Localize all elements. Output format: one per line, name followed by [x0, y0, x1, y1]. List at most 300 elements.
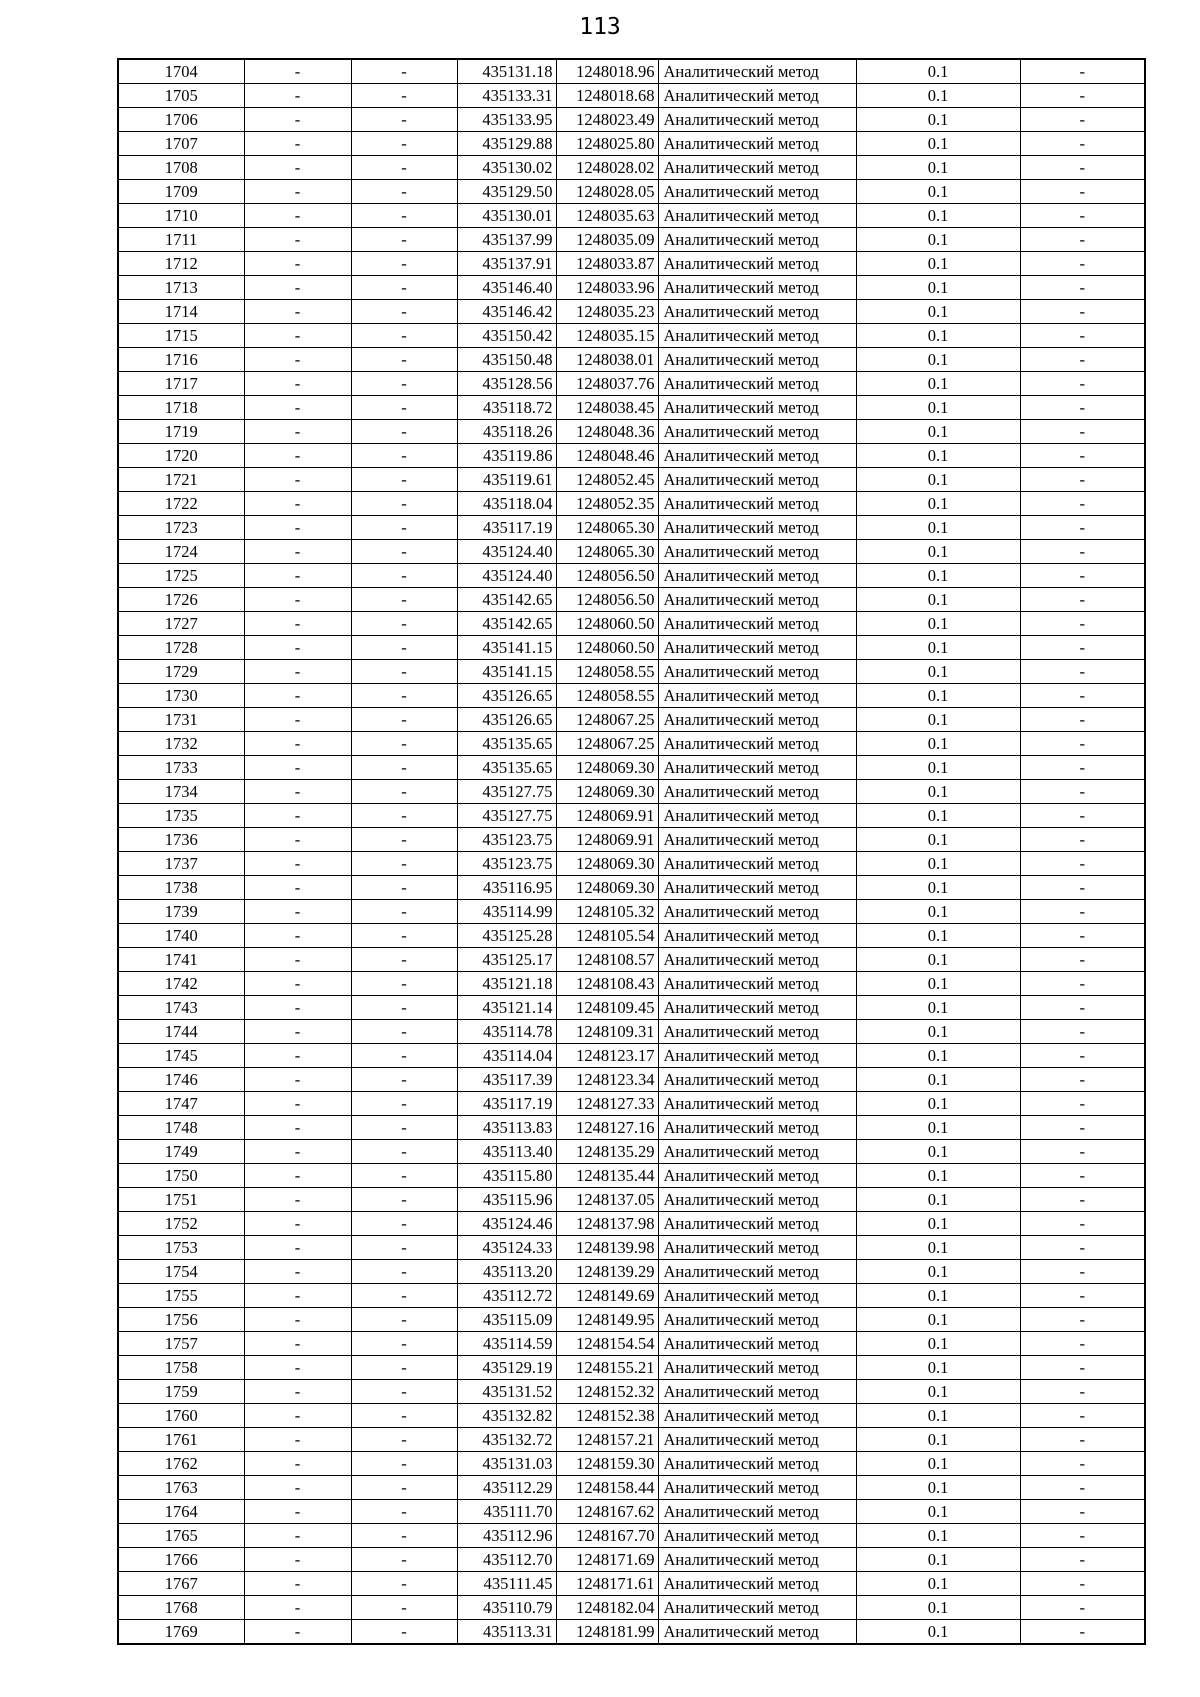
empty-cell: - [244, 1476, 351, 1500]
table-row [118, 972, 1145, 996]
empty-cell: - [244, 276, 351, 300]
point-number-cell: 1722 [118, 492, 244, 516]
x-coordinate-cell: 435112.29 [457, 1476, 556, 1500]
y-coordinate-cell: 1248069.30 [556, 876, 658, 900]
table-row [118, 804, 1145, 828]
empty-cell: - [244, 84, 351, 108]
method-cell: Аналитический метод [658, 1428, 856, 1452]
accuracy-cell: 0.1 [856, 228, 1020, 252]
coordinates-table [117, 58, 1146, 1645]
y-coordinate-cell: 1248181.99 [556, 1620, 658, 1645]
method-cell: Аналитический метод [658, 684, 856, 708]
x-coordinate-cell: 435123.75 [457, 828, 556, 852]
empty-cell: - [244, 564, 351, 588]
empty-cell: - [1020, 492, 1145, 516]
empty-cell: - [1020, 1428, 1145, 1452]
method-cell: Аналитический метод [658, 420, 856, 444]
x-coordinate-cell: 435135.65 [457, 732, 556, 756]
accuracy-cell: 0.1 [856, 132, 1020, 156]
method-cell: Аналитический метод [658, 1620, 856, 1645]
empty-cell: - [244, 59, 351, 84]
x-coordinate-cell: 435124.40 [457, 540, 556, 564]
accuracy-cell: 0.1 [856, 1380, 1020, 1404]
empty-cell: - [351, 636, 457, 660]
empty-cell: - [351, 1428, 457, 1452]
table-row [118, 1164, 1145, 1188]
method-cell: Аналитический метод [658, 108, 856, 132]
point-number-cell: 1732 [118, 732, 244, 756]
x-coordinate-cell: 435129.50 [457, 180, 556, 204]
accuracy-cell: 0.1 [856, 1356, 1020, 1380]
method-cell: Аналитический метод [658, 828, 856, 852]
empty-cell: - [351, 1044, 457, 1068]
accuracy-cell: 0.1 [856, 1092, 1020, 1116]
empty-cell: - [1020, 708, 1145, 732]
y-coordinate-cell: 1248056.50 [556, 564, 658, 588]
y-coordinate-cell: 1248035.15 [556, 324, 658, 348]
empty-cell: - [351, 1524, 457, 1548]
empty-cell: - [244, 252, 351, 276]
method-cell: Аналитический метод [658, 1068, 856, 1092]
y-coordinate-cell: 1248108.57 [556, 948, 658, 972]
empty-cell: - [244, 1212, 351, 1236]
method-cell: Аналитический метод [658, 660, 856, 684]
empty-cell: - [351, 180, 457, 204]
x-coordinate-cell: 435114.78 [457, 1020, 556, 1044]
accuracy-cell: 0.1 [856, 1332, 1020, 1356]
method-cell: Аналитический метод [658, 1236, 856, 1260]
accuracy-cell: 0.1 [856, 444, 1020, 468]
point-number-cell: 1746 [118, 1068, 244, 1092]
x-coordinate-cell: 435119.86 [457, 444, 556, 468]
table-row [118, 636, 1145, 660]
y-coordinate-cell: 1248127.33 [556, 1092, 658, 1116]
x-coordinate-cell: 435113.83 [457, 1116, 556, 1140]
method-cell: Аналитический метод [658, 468, 856, 492]
empty-cell: - [351, 612, 457, 636]
table-row [118, 1548, 1145, 1572]
method-cell: Аналитический метод [658, 636, 856, 660]
empty-cell: - [244, 1284, 351, 1308]
point-number-cell: 1724 [118, 540, 244, 564]
point-number-cell: 1739 [118, 900, 244, 924]
accuracy-cell: 0.1 [856, 516, 1020, 540]
empty-cell: - [1020, 1620, 1145, 1645]
empty-cell: - [1020, 1548, 1145, 1572]
y-coordinate-cell: 1248137.98 [556, 1212, 658, 1236]
table-row [118, 540, 1145, 564]
empty-cell: - [244, 1380, 351, 1404]
accuracy-cell: 0.1 [856, 564, 1020, 588]
accuracy-cell: 0.1 [856, 1260, 1020, 1284]
accuracy-cell: 0.1 [856, 348, 1020, 372]
y-coordinate-cell: 1248171.61 [556, 1572, 658, 1596]
accuracy-cell: 0.1 [856, 492, 1020, 516]
table-row [118, 1236, 1145, 1260]
point-number-cell: 1757 [118, 1332, 244, 1356]
accuracy-cell: 0.1 [856, 1572, 1020, 1596]
y-coordinate-cell: 1248067.25 [556, 732, 658, 756]
empty-cell: - [1020, 1188, 1145, 1212]
y-coordinate-cell: 1248069.30 [556, 852, 658, 876]
table-row [118, 708, 1145, 732]
method-cell: Аналитический метод [658, 1500, 856, 1524]
accuracy-cell: 0.1 [856, 468, 1020, 492]
table-row [118, 492, 1145, 516]
empty-cell: - [1020, 804, 1145, 828]
empty-cell: - [351, 996, 457, 1020]
empty-cell: - [351, 372, 457, 396]
empty-cell: - [244, 900, 351, 924]
method-cell: Аналитический метод [658, 276, 856, 300]
empty-cell: - [244, 132, 351, 156]
accuracy-cell: 0.1 [856, 1188, 1020, 1212]
table-row [118, 1380, 1145, 1404]
empty-cell: - [351, 1452, 457, 1476]
y-coordinate-cell: 1248159.30 [556, 1452, 658, 1476]
x-coordinate-cell: 435121.18 [457, 972, 556, 996]
point-number-cell: 1768 [118, 1596, 244, 1620]
x-coordinate-cell: 435113.31 [457, 1620, 556, 1645]
empty-cell: - [1020, 276, 1145, 300]
empty-cell: - [1020, 180, 1145, 204]
empty-cell: - [351, 1356, 457, 1380]
accuracy-cell: 0.1 [856, 84, 1020, 108]
empty-cell: - [1020, 516, 1145, 540]
empty-cell: - [351, 1188, 457, 1212]
empty-cell: - [1020, 900, 1145, 924]
y-coordinate-cell: 1248065.30 [556, 516, 658, 540]
empty-cell: - [244, 396, 351, 420]
method-cell: Аналитический метод [658, 1020, 856, 1044]
y-coordinate-cell: 1248155.21 [556, 1356, 658, 1380]
table-row [118, 564, 1145, 588]
empty-cell: - [1020, 1524, 1145, 1548]
empty-cell: - [351, 1404, 457, 1428]
point-number-cell: 1735 [118, 804, 244, 828]
y-coordinate-cell: 1248135.29 [556, 1140, 658, 1164]
empty-cell: - [351, 972, 457, 996]
point-number-cell: 1704 [118, 59, 244, 84]
accuracy-cell: 0.1 [856, 1476, 1020, 1500]
empty-cell: - [244, 852, 351, 876]
empty-cell: - [351, 156, 457, 180]
table-row [118, 1140, 1145, 1164]
method-cell: Аналитический метод [658, 732, 856, 756]
x-coordinate-cell: 435150.48 [457, 348, 556, 372]
point-number-cell: 1766 [118, 1548, 244, 1572]
empty-cell: - [1020, 852, 1145, 876]
x-coordinate-cell: 435128.56 [457, 372, 556, 396]
empty-cell: - [244, 876, 351, 900]
accuracy-cell: 0.1 [856, 1020, 1020, 1044]
empty-cell: - [1020, 660, 1145, 684]
empty-cell: - [1020, 1212, 1145, 1236]
empty-cell: - [1020, 1260, 1145, 1284]
x-coordinate-cell: 435117.19 [457, 516, 556, 540]
point-number-cell: 1767 [118, 1572, 244, 1596]
point-number-cell: 1731 [118, 708, 244, 732]
empty-cell: - [351, 1236, 457, 1260]
point-number-cell: 1712 [118, 252, 244, 276]
empty-cell: - [244, 732, 351, 756]
table-row [118, 1476, 1145, 1500]
x-coordinate-cell: 435119.61 [457, 468, 556, 492]
method-cell: Аналитический метод [658, 612, 856, 636]
empty-cell: - [1020, 348, 1145, 372]
table-row [118, 228, 1145, 252]
y-coordinate-cell: 1248033.87 [556, 252, 658, 276]
accuracy-cell: 0.1 [856, 59, 1020, 84]
empty-cell: - [1020, 1596, 1145, 1620]
empty-cell: - [1020, 156, 1145, 180]
empty-cell: - [1020, 1572, 1145, 1596]
method-cell: Аналитический метод [658, 1284, 856, 1308]
x-coordinate-cell: 435110.79 [457, 1596, 556, 1620]
table-row [118, 900, 1145, 924]
empty-cell: - [351, 1092, 457, 1116]
accuracy-cell: 0.1 [856, 996, 1020, 1020]
point-number-cell: 1760 [118, 1404, 244, 1428]
point-number-cell: 1737 [118, 852, 244, 876]
table-row [118, 204, 1145, 228]
empty-cell: - [1020, 540, 1145, 564]
empty-cell: - [351, 1260, 457, 1284]
point-number-cell: 1758 [118, 1356, 244, 1380]
empty-cell: - [244, 1044, 351, 1068]
method-cell: Аналитический метод [658, 972, 856, 996]
method-cell: Аналитический метод [658, 1308, 856, 1332]
method-cell: Аналитический метод [658, 876, 856, 900]
empty-cell: - [351, 1596, 457, 1620]
point-number-cell: 1706 [118, 108, 244, 132]
empty-cell: - [244, 228, 351, 252]
x-coordinate-cell: 435127.75 [457, 804, 556, 828]
table-row [118, 1284, 1145, 1308]
table-row [118, 612, 1145, 636]
y-coordinate-cell: 1248182.04 [556, 1596, 658, 1620]
accuracy-cell: 0.1 [856, 1164, 1020, 1188]
point-number-cell: 1729 [118, 660, 244, 684]
empty-cell: - [351, 708, 457, 732]
empty-cell: - [1020, 828, 1145, 852]
accuracy-cell: 0.1 [856, 804, 1020, 828]
empty-cell: - [244, 1308, 351, 1332]
y-coordinate-cell: 1248152.32 [556, 1380, 658, 1404]
empty-cell: - [244, 588, 351, 612]
empty-cell: - [244, 1404, 351, 1428]
y-coordinate-cell: 1248038.01 [556, 348, 658, 372]
table-row [118, 852, 1145, 876]
x-coordinate-cell: 435135.65 [457, 756, 556, 780]
table-row [118, 876, 1145, 900]
accuracy-cell: 0.1 [856, 1548, 1020, 1572]
table-row [118, 108, 1145, 132]
x-coordinate-cell: 435142.65 [457, 588, 556, 612]
y-coordinate-cell: 1248058.55 [556, 684, 658, 708]
accuracy-cell: 0.1 [856, 276, 1020, 300]
y-coordinate-cell: 1248152.38 [556, 1404, 658, 1428]
point-number-cell: 1733 [118, 756, 244, 780]
method-cell: Аналитический метод [658, 900, 856, 924]
x-coordinate-cell: 435129.88 [457, 132, 556, 156]
y-coordinate-cell: 1248067.25 [556, 708, 658, 732]
accuracy-cell: 0.1 [856, 1212, 1020, 1236]
point-number-cell: 1751 [118, 1188, 244, 1212]
table-row [118, 996, 1145, 1020]
point-number-cell: 1764 [118, 1500, 244, 1524]
empty-cell: - [244, 300, 351, 324]
table-row [118, 276, 1145, 300]
empty-cell: - [244, 1068, 351, 1092]
accuracy-cell: 0.1 [856, 1140, 1020, 1164]
point-number-cell: 1753 [118, 1236, 244, 1260]
y-coordinate-cell: 1248149.69 [556, 1284, 658, 1308]
table-row [118, 1356, 1145, 1380]
point-number-cell: 1711 [118, 228, 244, 252]
empty-cell: - [244, 540, 351, 564]
x-coordinate-cell: 435113.20 [457, 1260, 556, 1284]
x-coordinate-cell: 435115.09 [457, 1308, 556, 1332]
table-row [118, 1500, 1145, 1524]
table-row [118, 780, 1145, 804]
table-row [118, 156, 1145, 180]
x-coordinate-cell: 435124.40 [457, 564, 556, 588]
y-coordinate-cell: 1248109.45 [556, 996, 658, 1020]
empty-cell: - [1020, 468, 1145, 492]
empty-cell: - [1020, 1380, 1145, 1404]
empty-cell: - [351, 660, 457, 684]
y-coordinate-cell: 1248033.96 [556, 276, 658, 300]
y-coordinate-cell: 1248171.69 [556, 1548, 658, 1572]
empty-cell: - [351, 1164, 457, 1188]
y-coordinate-cell: 1248038.45 [556, 396, 658, 420]
accuracy-cell: 0.1 [856, 204, 1020, 228]
y-coordinate-cell: 1248048.46 [556, 444, 658, 468]
empty-cell: - [244, 828, 351, 852]
method-cell: Аналитический метод [658, 1092, 856, 1116]
empty-cell: - [351, 444, 457, 468]
empty-cell: - [244, 1500, 351, 1524]
accuracy-cell: 0.1 [856, 684, 1020, 708]
empty-cell: - [244, 372, 351, 396]
empty-cell: - [1020, 1164, 1145, 1188]
accuracy-cell: 0.1 [856, 1068, 1020, 1092]
accuracy-cell: 0.1 [856, 612, 1020, 636]
empty-cell: - [351, 276, 457, 300]
accuracy-cell: 0.1 [856, 420, 1020, 444]
point-number-cell: 1750 [118, 1164, 244, 1188]
method-cell: Аналитический метод [658, 300, 856, 324]
method-cell: Аналитический метод [658, 540, 856, 564]
method-cell: Аналитический метод [658, 852, 856, 876]
y-coordinate-cell: 1248048.36 [556, 420, 658, 444]
method-cell: Аналитический метод [658, 204, 856, 228]
empty-cell: - [1020, 588, 1145, 612]
empty-cell: - [1020, 756, 1145, 780]
empty-cell: - [1020, 684, 1145, 708]
empty-cell: - [351, 1020, 457, 1044]
empty-cell: - [244, 1164, 351, 1188]
accuracy-cell: 0.1 [856, 708, 1020, 732]
empty-cell: - [244, 156, 351, 180]
x-coordinate-cell: 435146.40 [457, 276, 556, 300]
point-number-cell: 1715 [118, 324, 244, 348]
x-coordinate-cell: 435115.80 [457, 1164, 556, 1188]
method-cell: Аналитический метод [658, 396, 856, 420]
y-coordinate-cell: 1248139.98 [556, 1236, 658, 1260]
y-coordinate-cell: 1248123.17 [556, 1044, 658, 1068]
table-row [118, 1116, 1145, 1140]
empty-cell: - [351, 540, 457, 564]
empty-cell: - [244, 1452, 351, 1476]
empty-cell: - [351, 252, 457, 276]
x-coordinate-cell: 435133.31 [457, 84, 556, 108]
x-coordinate-cell: 435142.65 [457, 612, 556, 636]
point-number-cell: 1705 [118, 84, 244, 108]
empty-cell: - [244, 108, 351, 132]
method-cell: Аналитический метод [658, 1212, 856, 1236]
x-coordinate-cell: 435118.26 [457, 420, 556, 444]
empty-cell: - [244, 204, 351, 228]
y-coordinate-cell: 1248167.70 [556, 1524, 658, 1548]
method-cell: Аналитический метод [658, 1332, 856, 1356]
empty-cell: - [244, 1140, 351, 1164]
x-coordinate-cell: 435137.91 [457, 252, 556, 276]
method-cell: Аналитический метод [658, 1380, 856, 1404]
table-row [118, 1620, 1145, 1645]
y-coordinate-cell: 1248154.54 [556, 1332, 658, 1356]
empty-cell: - [1020, 564, 1145, 588]
y-coordinate-cell: 1248028.02 [556, 156, 658, 180]
empty-cell: - [1020, 1500, 1145, 1524]
empty-cell: - [351, 492, 457, 516]
empty-cell: - [1020, 252, 1145, 276]
table-row [118, 396, 1145, 420]
empty-cell: - [1020, 996, 1145, 1020]
x-coordinate-cell: 435114.99 [457, 900, 556, 924]
y-coordinate-cell: 1248069.30 [556, 780, 658, 804]
empty-cell: - [351, 1380, 457, 1404]
empty-cell: - [1020, 324, 1145, 348]
empty-cell: - [351, 324, 457, 348]
empty-cell: - [244, 636, 351, 660]
empty-cell: - [1020, 1284, 1145, 1308]
empty-cell: - [1020, 1332, 1145, 1356]
accuracy-cell: 0.1 [856, 972, 1020, 996]
method-cell: Аналитический метод [658, 1476, 856, 1500]
point-number-cell: 1741 [118, 948, 244, 972]
method-cell: Аналитический метод [658, 1452, 856, 1476]
table-row [118, 1092, 1145, 1116]
empty-cell: - [1020, 948, 1145, 972]
y-coordinate-cell: 1248167.62 [556, 1500, 658, 1524]
accuracy-cell: 0.1 [856, 1116, 1020, 1140]
empty-cell: - [351, 1500, 457, 1524]
y-coordinate-cell: 1248069.30 [556, 756, 658, 780]
table-row [118, 1404, 1145, 1428]
empty-cell: - [1020, 636, 1145, 660]
point-number-cell: 1762 [118, 1452, 244, 1476]
method-cell: Аналитический метод [658, 324, 856, 348]
empty-cell: - [1020, 1020, 1145, 1044]
empty-cell: - [1020, 372, 1145, 396]
y-coordinate-cell: 1248035.23 [556, 300, 658, 324]
point-number-cell: 1765 [118, 1524, 244, 1548]
x-coordinate-cell: 435121.14 [457, 996, 556, 1020]
empty-cell: - [244, 972, 351, 996]
empty-cell: - [351, 1284, 457, 1308]
